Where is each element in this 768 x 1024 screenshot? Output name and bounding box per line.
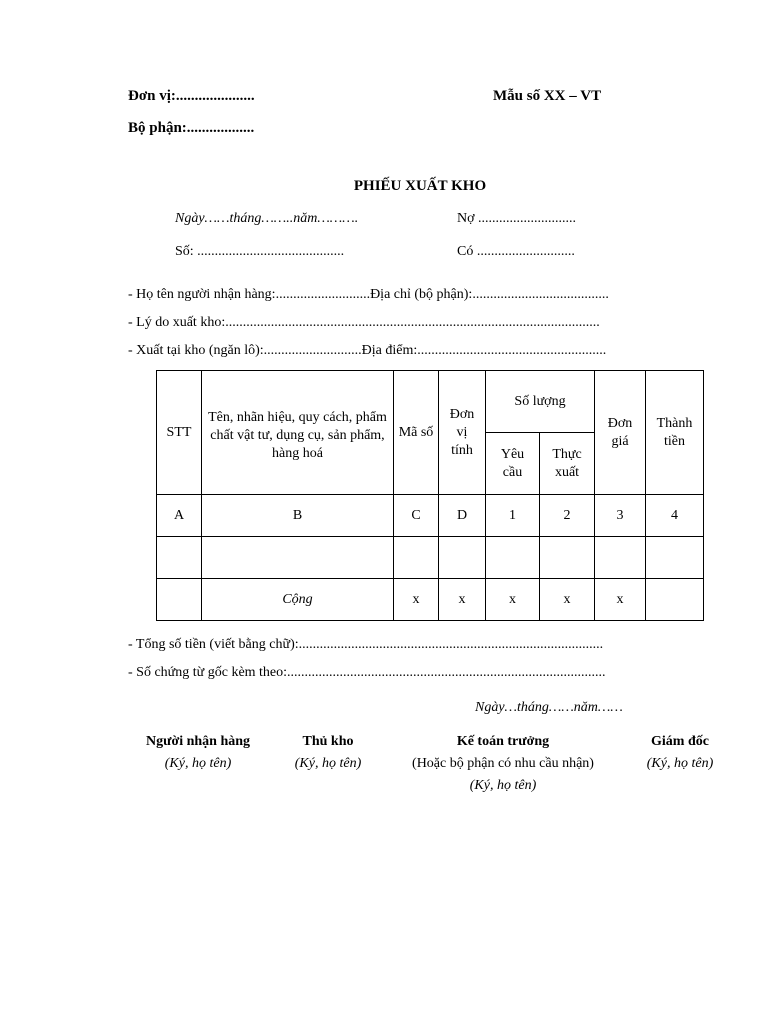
signature-title: Kế toán trưởng: [456, 734, 550, 749]
letter-cell: B: [202, 495, 394, 537]
total-mark: x: [439, 579, 486, 621]
empty-cell: [646, 537, 704, 579]
col-price: Đơn giá: [595, 371, 646, 495]
letter-cell: C: [394, 495, 439, 537]
letter-cell: 2: [540, 495, 595, 537]
col-actual: Thực xuất: [540, 433, 595, 495]
total-mark: x: [394, 579, 439, 621]
col-stt: STT: [157, 371, 202, 495]
letter-cell: 1: [486, 495, 540, 537]
letter-cell: A: [157, 495, 202, 537]
credit-line: Có ............................: [457, 244, 575, 259]
warehouse-field: - Xuất tại kho (ngăn lô):............................Địa điểm:......................................................: [128, 343, 607, 358]
total-mark: x: [595, 579, 646, 621]
date-line: Ngày……tháng……..năm……….: [175, 211, 359, 226]
letter-cell: 3: [595, 495, 646, 537]
department-label: Bộ phận:..................: [128, 120, 255, 136]
col-code: Mã số: [394, 371, 439, 495]
attached-docs-field: - Số chứng từ gốc kèm theo:...........................................................................................: [128, 665, 606, 680]
items-table: [156, 370, 704, 621]
signature-note: (Ký, họ tên): [294, 756, 362, 771]
empty-cell: [157, 579, 202, 621]
sign-date: Ngày…tháng……năm……: [475, 700, 623, 715]
debit-line: Nợ ............................: [457, 211, 577, 226]
signature-note-2: (Ký, họ tên): [469, 778, 537, 793]
reason-field: - Lý do xuất kho:...........................................................................................................: [128, 315, 600, 330]
number-line: Số: ..........................................: [175, 244, 345, 259]
total-mark: x: [486, 579, 540, 621]
col-requested: Yêu cầu: [486, 433, 540, 495]
empty-cell: [394, 537, 439, 579]
letter-cell: 4: [646, 495, 704, 537]
signature-title: Thủ kho: [302, 734, 354, 749]
page-title: PHIẾU XUẤT KHO: [353, 178, 487, 194]
col-name: Tên, nhãn hiệu, quy cách, phẩm chất vật tư, dụng cụ, sản phẩm, hàng hoá: [202, 371, 394, 495]
total-label: Cộng: [202, 579, 394, 621]
empty-cell: [595, 537, 646, 579]
total-amount-field: - Tổng số tiền (viết bằng chữ):.......................................................................................: [128, 637, 604, 652]
total-mark: x: [540, 579, 595, 621]
letter-cell: D: [439, 495, 486, 537]
empty-cell: [540, 537, 595, 579]
unit-label: Đơn vị:.....................: [128, 88, 255, 104]
form-number: Mẫu số XX – VT: [493, 88, 602, 104]
empty-cell: [439, 537, 486, 579]
signature-title: Giám đốc: [651, 734, 709, 749]
col-amount: Thành tiền: [646, 371, 704, 495]
col-quantity: Số lượng: [486, 371, 595, 433]
empty-cell: [486, 537, 540, 579]
col-unit: Đơn vị tính: [439, 371, 486, 495]
signature-note: (Ký, họ tên): [164, 756, 232, 771]
signature-note: (Hoặc bộ phận có nhu cầu nhận): [412, 756, 594, 771]
empty-cell: [646, 579, 704, 621]
signature-note: (Ký, họ tên): [646, 756, 714, 771]
empty-cell: [202, 537, 394, 579]
recipient-field: - Họ tên người nhận hàng:...........................Địa chỉ (bộ phận):.......................................: [128, 287, 609, 302]
signature-title: Người nhận hàng: [145, 734, 251, 749]
empty-cell: [157, 537, 202, 579]
signature-director: [570, 734, 768, 772]
